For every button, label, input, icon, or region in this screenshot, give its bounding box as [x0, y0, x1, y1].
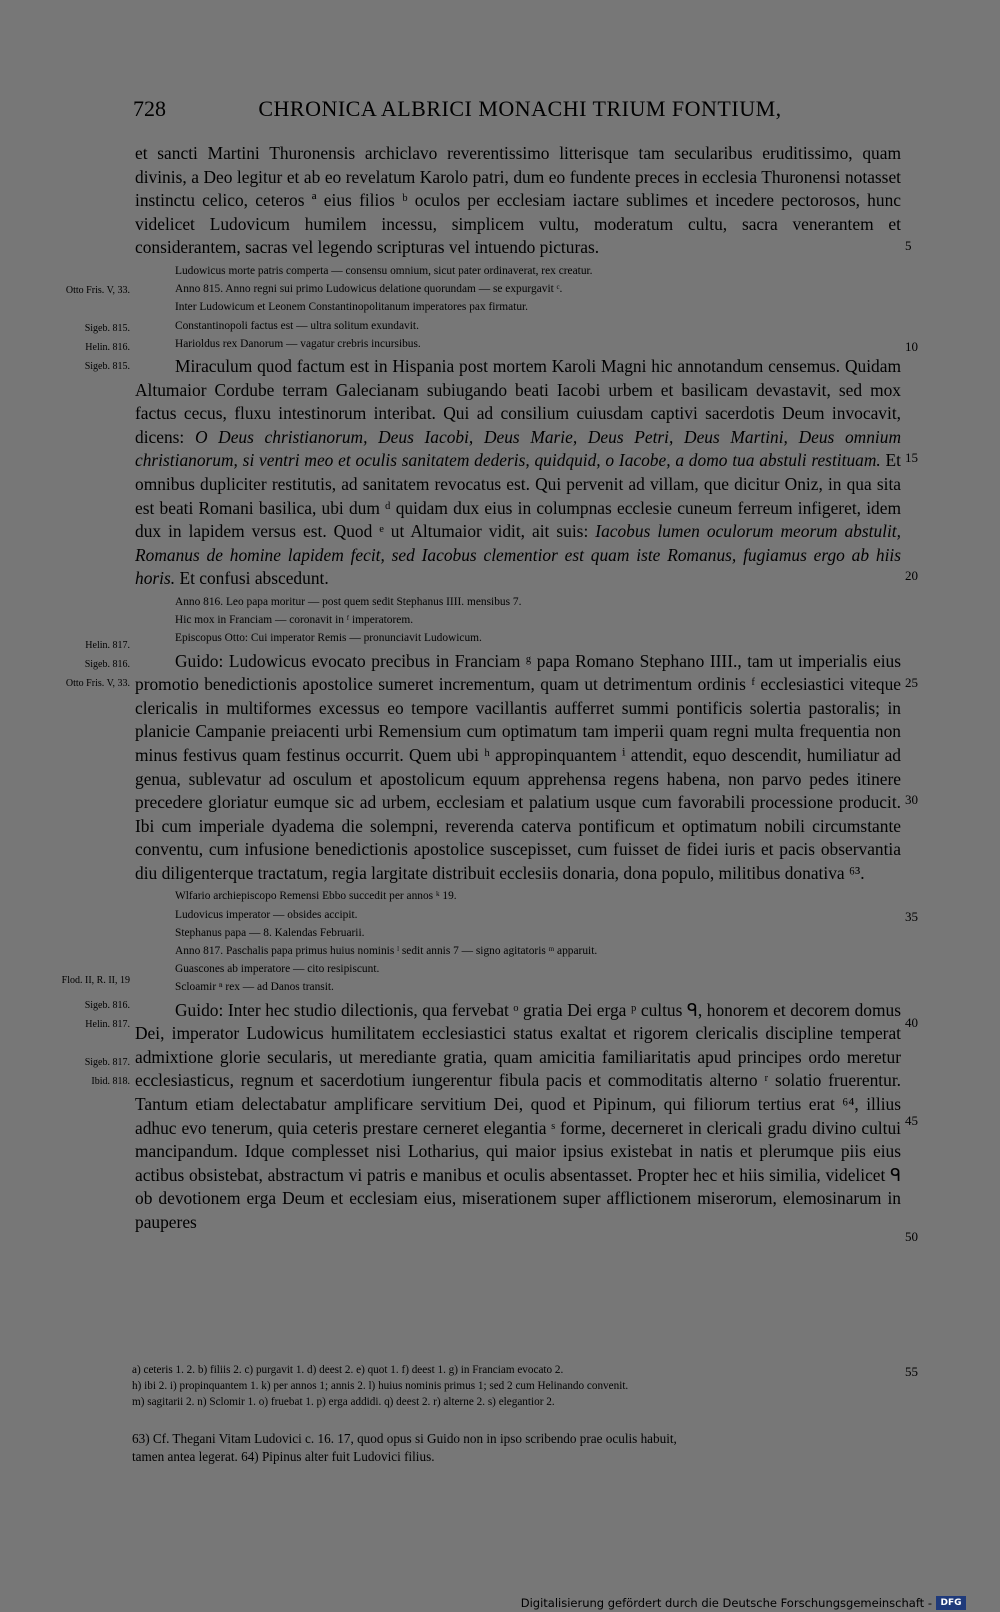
note-line: 63) Cf. Thegani Vitam Ludovici c. 16. 17, quod opus si Guido non in ipso scribendo prae oculis habuit, — [132, 1431, 677, 1446]
paragraph: Guido: Ludowicus evocato precibus in Franciam ᵍ papa Romano Stephano IIII., tam ut imperialis eius promotio benedictionis apostolice sumeret incrementum, quam ut detrimentum ordinis ᶠ ecclesiastici viteque clericalis in multiformes excessus eo tempore vacillantis aufferret summi pontificis solertia pastoralis; in planicie Campanie preiacenti urbi Remensium cum optimatum tam imperii quam regni multa frequentia non minus festivus quam festinus occurrit. Quem ubi ʰ appropinquantem ⁱ attendit, equo descendit, humiliatur ad genua, sublevatur ad osculum et apostolicum equum apprehensa regens habena, non parvo pedes itinere precedere gloriatur eumque sic ad urbem, ecclesiam et palatium usque cum favorabili processione producit. Ibi cum imperiale dyadema die solempni, reverenda caterva pontificum et optimatum nobili circumstante conventu, cum infusione benedictionis apostolice suscepisset, cum fuisset de fidei iuris et pacis observantia diu diligenterque tractatum, regia largitate distribuit ecclesiis donaria, dona populo, militibus donativa ⁶³. — [135, 650, 901, 883]
margin-ref: Flod. II, R. II, 19 — [61, 975, 130, 986]
annal-entry: Guascones ab imperatore — cito resipiscunt. — [175, 963, 380, 976]
margin-ref: Ibid. 818. — [91, 1076, 130, 1087]
line-number: 15 — [905, 450, 918, 465]
margin-ref: Sigeb. 816. — [84, 659, 130, 670]
annal-entry: Harioldus rex Danorum — vagatur crebris incursibus. — [175, 337, 421, 350]
annal-entry: Stephanus papa — 8. Kalendas Februarii. — [175, 926, 365, 939]
annals-block — [135, 887, 901, 996]
line-number: 40 — [905, 1015, 918, 1030]
margin-ref: Helin. 817. — [85, 640, 130, 651]
credit-text: Digitalisierung gefördert durch die Deutsche Forschungsgemeinschaft - — [520, 1596, 932, 1610]
annal-entry: Anno 815. Anno regni sui primo Ludowicus delatione quorundam — se expurgavit ᶜ. — [175, 283, 563, 296]
margin-ref: Sigeb. 815. — [84, 323, 130, 334]
main-text — [135, 142, 901, 1235]
margin-ref: Otto Fris. V, 33. — [65, 285, 130, 296]
quote-span: O Deus christianorum, Deus Iacobi, Deus Marie, Deus Petri, Deus Martini, Deus omnium christianorum, si ventri meo et oculis sanitatem dederis, quidquid, o Iacobe, a domo tua abstuli restituam. — [135, 426, 902, 471]
annal-entry: Ludowicus morte patris comperta — consensu omnium, sicut pater ordinaverat, rex creatur. — [175, 264, 593, 277]
quote-span: Iacobus lumen oculorum meorum abstulit, Romanus de homine lapidem fecit, sed Iacobus clementior est quam iste Romanus, fugiamus ergo ab hiis horis. — [135, 521, 901, 589]
page-header — [130, 96, 910, 130]
paragraph — [135, 355, 901, 591]
annals-block — [135, 262, 901, 353]
text-span: Miraculum quod factum est in Hispania post mortem Karoli Magni hic annotandum censemus. Quidam Altumaior Cordube terram Galecianam subiugando beati Iacobi urbem et basilicam devastavit, sed mox factus cecus, fluxu intestinorum interibat. Qui ad consilium cuiusdam captivi sacerdotis Deum invocavit, dicens: — [135, 355, 901, 447]
annal-entry: Ludovicus imperator — obsides accipit. — [175, 908, 358, 921]
editorial-notes — [132, 1430, 902, 1466]
page-number: 728 — [133, 96, 166, 121]
line-number: 45 — [905, 1113, 918, 1128]
margin-ref: Helin. 816. — [85, 342, 130, 353]
margin-ref: Sigeb. 817. — [84, 1057, 130, 1068]
footnote-line: m) sagitarii 2. n) Sclomir 1. o) fruebat 1. p) erga addidi. q) deest 2. r) alterne 2. s) elegantior 2. — [132, 1396, 555, 1408]
footnote-line: h) ibi 2. i) propinquantem 1. k) per annos 1; annis 2. l) huius nominis primus 1; sed 2 cum Helinando convenit. — [132, 1380, 629, 1392]
line-number: 10 — [905, 339, 918, 354]
margin-ref: Helin. 817. — [85, 1019, 130, 1030]
line-number: 50 — [905, 1229, 918, 1244]
annal-entry: Constantinopoli factus est — ultra solitum exundavit. — [175, 319, 419, 332]
critical-apparatus — [132, 1362, 902, 1410]
digitization-credit — [521, 1596, 966, 1610]
line-number: 25 — [905, 675, 918, 690]
line-number: 55 — [905, 1364, 918, 1379]
footnote-line: a) ceteris 1. 2. b) filiis 2. c) purgavit 1. d) deest 2. e) quot 1. f) deest 1. g) in Franciam evocato 2. — [132, 1364, 564, 1376]
text-span: Et confusi abscedunt. — [179, 568, 329, 589]
paragraph: Guido: Inter hec studio dilectionis, qua fervebat ᵒ gratia Dei erga ᵖ cultus ᑫ, honorem et decorem domus Dei, imperator Ludowicus humilitatem ecclesiastici status exaltat et rigorem clericalis discipline temperat admixtione glorie secularis, ut merediante gratia, quam amicitia familiaritatis apud principes ordo meretur ecclesiasticus, regnum et sacerdotium iungerentur fibula pacis et commoditatis alterno ʳ solatio fruerentur. Tantum etiam delectabatur amplificare servitium Dei, quod et Pipinum, qui filiorum tertius erat ⁶⁴, illius adhuc evo tenerum, quia ceteris prestare cerneret elegantia ˢ forme, decerneret in clericali gradu divino cultui mancipandum. Idque complesset nisi Lotharius, qui maior ipsius existebat in natis et plerumque piis eius actibus obsistebat, abstractum vi patris e manibus et oculis absentasset. Propter hec et hiis similia, videlicet ᑫ ob devotionem erga Deum et ecclesiam eius, miserationem super afflictionem miserorum, elemosinarum in pauperes — [135, 999, 901, 1233]
line-number: 35 — [905, 909, 918, 924]
line-number: 30 — [905, 792, 918, 807]
text-span: Et omnibus dupliciter restitutis, ad sanitatem revocatus est. Qui pervenit ad villam, que dicitur Oniz, in qua sita est beati Romani basilica, ubi dum ᵈ quidam dux eius in columpnas ecclesie cuneum ferreum infigeret, idem dux in lapidem versus est. Quod ᵉ ut Altumaior vidit, ait suis: — [135, 450, 901, 542]
annal-entry: Scloamir ⁿ rex — ad Danos transit. — [175, 981, 334, 994]
margin-ref: Otto Fris. V, 33. — [65, 678, 130, 689]
annal-entry: Episcopus Otto: Cui imperator Remis — pronunciavit Ludowicum. — [175, 632, 482, 645]
annal-entry: Inter Ludowicum et Leonem Constantinopolitanum imperatores pax firmatur. — [175, 301, 529, 314]
annal-entry: Anno 816. Leo papa moritur — post quem sedit Stephanus IIII. mensibus 7. — [175, 595, 522, 608]
margin-ref: Sigeb. 816. — [84, 1000, 130, 1011]
line-number: 5 — [905, 238, 912, 253]
annal-entry: Wlfario archiepiscopo Remensi Ebbo succedit per annos ᵏ 19. — [175, 890, 457, 903]
annal-entry: Hic mox in Franciam — coronavit in ᶠ imperatorem. — [175, 614, 414, 627]
margin-ref: Sigeb. 815. — [84, 361, 130, 372]
annals-block — [135, 593, 901, 648]
line-number: 20 — [905, 568, 918, 583]
paragraph: et sancti Martini Thuronensis archiclavo reverentissimo litterisque tam secularibus eruditissimo, quam divinis, a Deo legitur et ab eo revelatum Karolo patri, dum eo fundente preces in ecclesia Thuronensi notasset instinctu celico, ceteros ª eius filios ᵇ oculos per ecclesiam iactare sublimes et incedere pectorosos, hunc videlicet Ludovicum humilem incessu, simplicem vultu, moderatum cultu, sacra venerantem et considerantem, sacras vel legendo scripturas vel intuendo picturas. — [135, 143, 901, 258]
note-line: tamen antea legerat. 64) Pipinus alter fuit Ludovici filius. — [132, 1449, 435, 1464]
running-title: CHRONICA ALBRICI MONACHI TRIUM FONTIUM, — [258, 96, 782, 121]
dfg-logo: DFG — [936, 1596, 966, 1610]
annal-entry: Anno 817. Paschalis papa primus huius nominis ˡ sedit annis 7 — signo agitatoris ᵐ apparuit. — [175, 945, 598, 958]
